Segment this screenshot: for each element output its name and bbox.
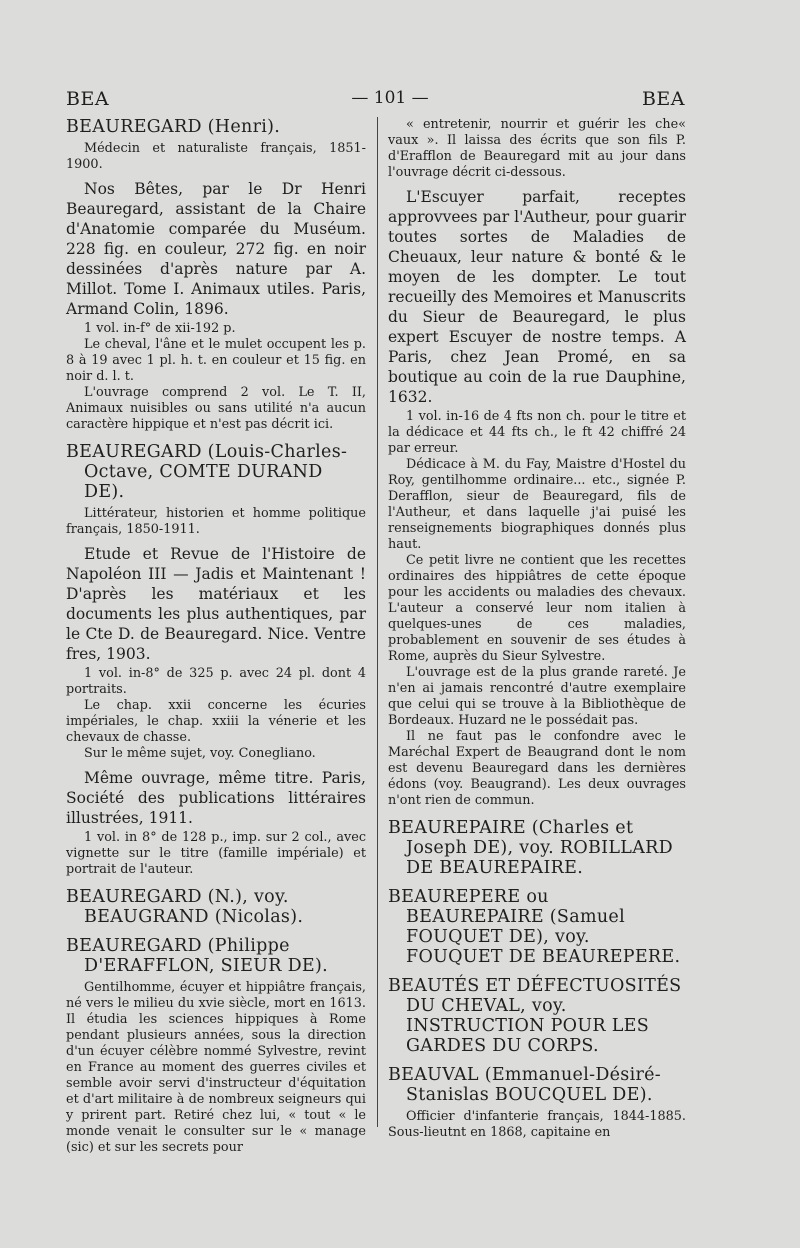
entry-heading: BEAUREGARD (N.), voy. BEAUGRAND (Nicolas). (66, 887, 304, 927)
entry-text: « entretenir, nourrir et guérir les che« vaux ». Il laissa des écrits que son fils P. d'Erafflon de Beauregard mit au jour dans l'ouvrage décrit ci-dessous. (388, 117, 686, 180)
entry-heading: BEAUTÉS ET DÉFECTUOSITÉS DU CHEVAL, voy. INSTRUCTION POUR LES GARDES DU CORPS. (388, 976, 682, 1056)
right-column (388, 117, 686, 1150)
entry-beaurepere (388, 887, 686, 967)
entry-note: 1 vol. in 8° de 128 p., imp. sur 2 col., avec vignette sur le titre (famille impériale) et portrait de l'auteur. (66, 830, 366, 877)
entry-heading: BEAUREGARD (Louis-Charles-Octave, COMTE DURAND DE). (66, 442, 348, 502)
entry-heading: BEAUREGARD (Philippe D'ERAFFLON, SIEUR DE). (66, 936, 328, 976)
entry-heading: BEAUVAL (Emmanuel-Désiré-Stanislas BOUCQUEL DE). (388, 1065, 662, 1105)
entry-title: L'Escuyer parfait, receptes approvvees par l'Autheur, pour guarir toutes sortes de Maladies de Cheuaux, leur nature & bonté & le moyen de les dompter. Le tout recueilly des Memoires et Manuscrits du Sieur de Beauregard, le plus expert Escuyer de nostre temps. A Paris, chez Jean Promé, en sa boutique au coin de la rue Dauphine, 1632. (388, 188, 686, 406)
entry-note: Le chap. xxii concerne les écuries impériales, le chap. xxiii la vénerie et les chevaux de chasse. (66, 698, 366, 745)
entry-beautes (388, 976, 686, 1056)
entry-note: Sur le même sujet, voy. Conegliano. (84, 746, 316, 761)
entry-beauval (388, 1065, 686, 1141)
entry-continuation (388, 117, 686, 809)
entry-text: Officier d'infanterie français, 1844-1885. Sous-lieutnt en 1868, capitaine en (388, 1109, 686, 1140)
page-number: — 101 — (351, 88, 429, 108)
entry-beauregard-henri (66, 117, 366, 433)
left-column (66, 117, 366, 1165)
entry-note: L'ouvrage comprend 2 vol. Le T. II, Animaux nuisibles ou sans utilité n'a aucun caractère hippique et n'est pas décrit ici. (66, 385, 366, 432)
page-header (0, 88, 800, 118)
column-divider (377, 117, 378, 1127)
entry-note: 1 vol. in-16 de 4 fts non ch. pour le titre et la dédicace et 44 fts ch., le ft 42 chiffré 24 par erreur. (388, 409, 686, 456)
entry-note: Dédicace à M. du Fay, Maistre d'Hostel du Roy, gentilhomme ordinaire... etc., signée P. Derafflon, sieur de Beauregard, fils de l'Autheur, et dans laquelle j'ai puisé les renseignements biographiques donnés plus haut. (388, 457, 686, 552)
entry-beauregard-philippe (66, 936, 366, 1156)
entry-note: L'ouvrage est de la plus grande rareté. Je n'en ai jamais rencontré d'autre exemplaire que celui qui se trouve à la Bibliothèque de Bordeaux. Huzard ne le possédait pas. (388, 665, 686, 728)
entry-beauregard-n (66, 887, 366, 927)
entry-title: Nos Bêtes, par le Dr Henri Beauregard, assistant de la Chaire d'Anatomie comparée du Muséum. 228 fig. en couleur, 272 fig. en noir dessinées d'après nature par A. Millot. Tome I. Animaux utiles. Paris, Armand Colin, 1896. (66, 180, 366, 318)
entry-heading: BEAUREPERE ou BEAUREPAIRE (Samuel FOUQUET DE), voy. FOUQUET DE BEAUREPERE. (388, 887, 681, 967)
entry-title: Etude et Revue de l'Histoire de Napoléon III — Jadis et Maintenant ! D'après les matériaux et les documents les plus authentiques, par le Cte D. de Beauregard. Nice. Ventre fres, 1903. (66, 545, 366, 663)
entry-heading: BEAUREGARD (Henri). (66, 117, 281, 137)
entry-note: Le cheval, l'âne et le mulet occupent les p. 8 à 19 avec 1 pl. h. t. en couleur et 15 fig. en noir d. l. t. (66, 337, 366, 384)
entry-beaurepaire (388, 818, 686, 878)
entry-note: Ce petit livre ne contient que les recettes ordinaires des hippiâtres de cette époque pour les accidents ou maladies des chevaux. L'auteur a conservé leur nom italien à quelques-unes de ces maladies, probablement en souvenir de ses études à Rome, auprès du Sieur Sylvestre. (388, 553, 686, 664)
entry-note: 1 vol. in-8° de 325 p. avec 24 pl. dont 4 portraits. (66, 666, 366, 697)
entry-heading: BEAUREPAIRE (Charles et Joseph DE), voy. ROBILLARD DE BEAUREPAIRE. (388, 818, 673, 878)
entry-note: Il ne faut pas le confondre avec le Maréchal Expert de Beaugrand dont le nom est devenu Beauregard dans les dernières édons (voy. Beaugrand). Les deux ouvrages n'ont rien de commun. (388, 729, 686, 808)
entry-bio: Médecin et naturaliste français, 1851-1900. (66, 141, 366, 172)
header-right: BEA (641, 88, 685, 110)
entry-bio: Littérateur, historien et homme politique français, 1850-1911. (66, 506, 366, 537)
entry-note: 1 vol. in-f° de xii-192 p. (84, 321, 236, 336)
entry-title: Même ouvrage, même titre. Paris, Société des publications littéraires illustrées, 1911. (66, 769, 366, 827)
entry-beauregard-louis (66, 442, 366, 878)
entry-text: Gentilhomme, écuyer et hippiâtre français, né vers le milieu du xvie siècle, mort en 1613. Il étudia les sciences hippiques à Rome pendant plusieurs années, sous la direction d'un écuyer célèbre nommé Sylvestre, revint en France au moment des guerres civiles et semble avoir servi d'instructeur d'équitation et d'art militaire à de nombreux seigneurs qui y prirent part. Retiré chez lui, « tout « le monde venait le consulter sur le « manage (sic) et sur les secrets pour (66, 980, 366, 1155)
header-left: BEA (66, 88, 110, 110)
